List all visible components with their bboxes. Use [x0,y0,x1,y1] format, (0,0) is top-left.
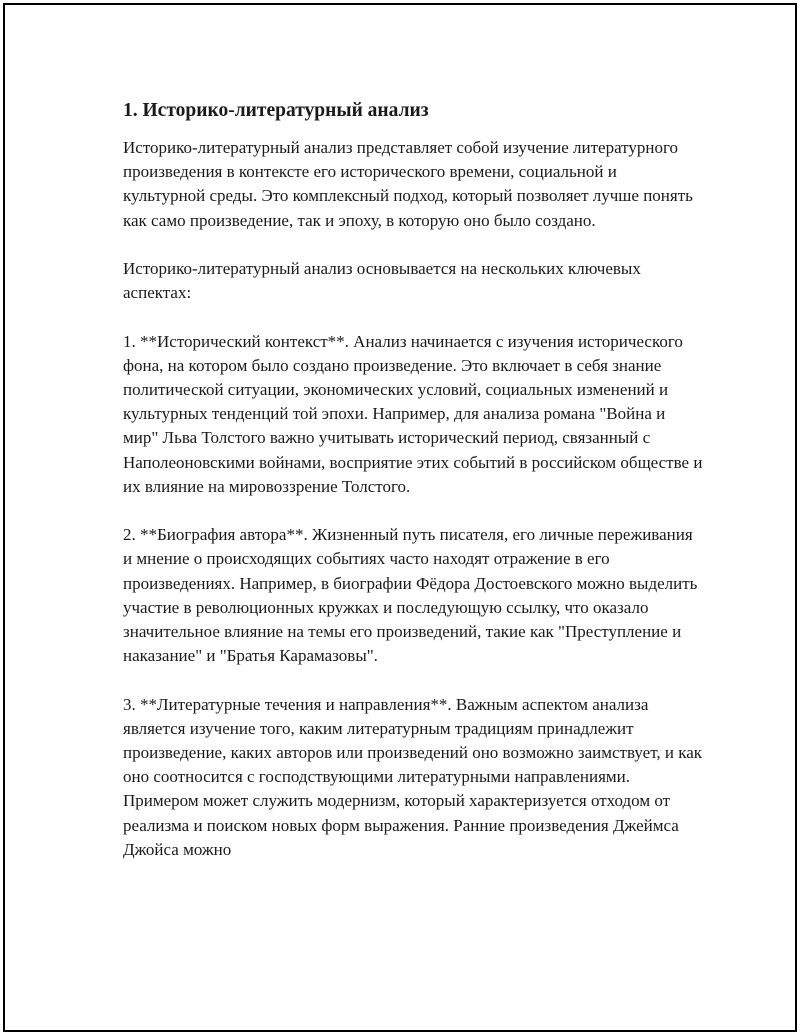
paragraph-aspects-intro: Историко-литературный анализ основывается на нескольких ключевых аспектах: [123,259,641,303]
paragraph-author-biography: 2. **Биография автора**. Жизненный путь писателя, его личные переживания и мнение о происходящих событиях часто находят отражение в его произведениях. Например, в биографии Фёдора Достоевского можно выделить участие в революционных кружках и последующую ссылку, что оказало значительное влияние на темы его произведений, такие как "Преступление и наказание" и "Братья Карамазовы". [123,525,698,666]
paragraph-literary-movements: 3. **Литературные течения и направления**. Важным аспектом анализа является изучение того, каким литературным традициям принадлежит произведение, каких авторов или произведений оно возможно заимствует, и как оно соотносится с господствующими литературными направлениями. Примером может служить модернизм, который характеризуется отходом от реализма и поиском новых форм выражения. Ранние произведения Джеймса Джойса можно [123,694,703,859]
document-body [123,99,703,886]
paragraph-historical-context: 1. **Исторический контекст**. Анализ начинается с изучения исторического фона, на котором было создано произведение. Это включает в себя знание политической ситуации, экономических условий, социальных изменений и культурных тенденций той эпохи. Например, для анализа романа "Война и мир" Льва Толстого важно учитывать исторический период, связанный с Наполеоновскими войнами, восприятие этих событий в российском обществе и их влияние на мировоззрение Толстого. [123,331,703,496]
paragraph-intro: Историко-литературный анализ представляет собой изучение литературного произведения в контексте его исторического времени, социальной и культурной среды. Это комплексный подход, который позволяет лучше понять как само произведение, так и эпоху, в которую оно было создано. [123,138,693,230]
page-frame [3,3,797,1032]
section-heading: 1. Историко-литературный анализ [123,100,429,121]
